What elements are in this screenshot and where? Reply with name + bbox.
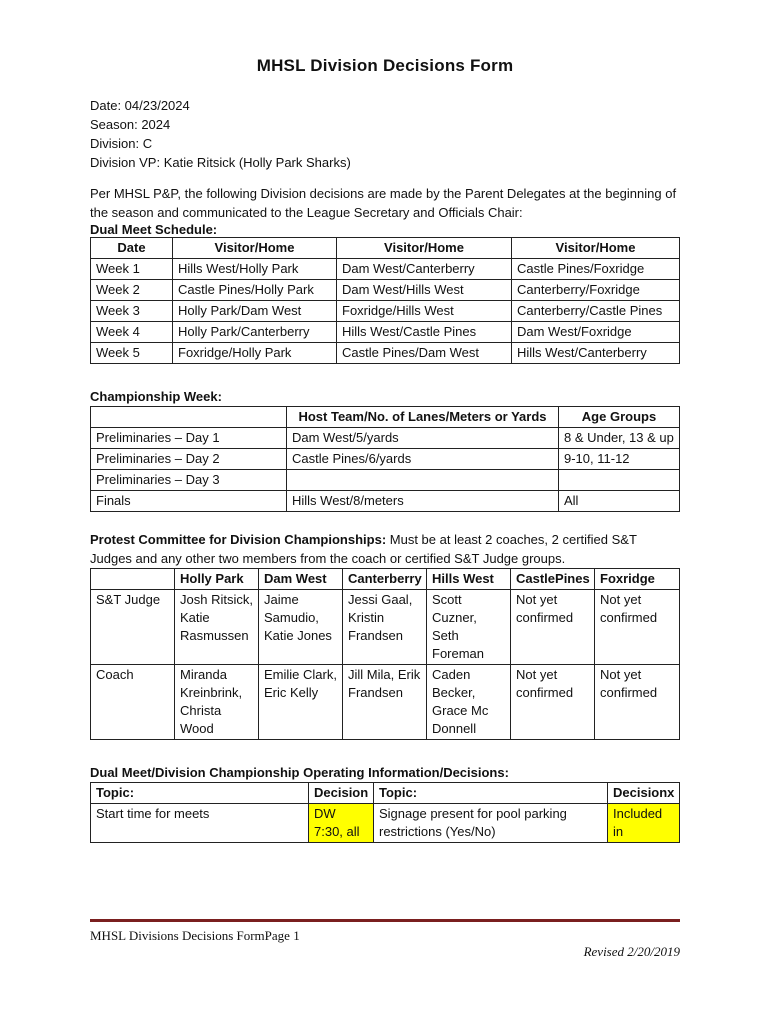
table-cell: Week 2	[91, 280, 173, 301]
table-cell: Hills West/Castle Pines	[337, 322, 512, 343]
table-row	[91, 343, 680, 364]
table-row	[91, 428, 680, 449]
highlighted-decision-cell: Included in	[608, 804, 680, 843]
table-cell: Week 5	[91, 343, 173, 364]
table-cell: Castle Pines/Foxridge	[512, 259, 680, 280]
table-cell: S&T Judge	[91, 590, 175, 665]
table-cell: Week 1	[91, 259, 173, 280]
meta-season: Season: 2024	[90, 117, 171, 132]
table-cell	[559, 470, 680, 491]
header-cell: Visitor/Home	[173, 238, 337, 259]
table-row	[91, 590, 680, 665]
protest-heading: Protest Committee for Division Championships:	[90, 532, 387, 547]
table-cell: Canterberry/Castle Pines	[512, 301, 680, 322]
table-row	[91, 280, 680, 301]
protest-text: Must be at least 2 coaches, 2 certified S&T Judges and any other two members from the coach or certified S&T Judge groups.	[90, 532, 637, 566]
protest-paragraph	[90, 530, 680, 568]
table-cell: Holly Park/Canterberry	[173, 322, 337, 343]
highlighted-decision-cell: DW 7:30, all	[309, 804, 374, 843]
table-cell: Not yet confirmed	[595, 590, 680, 665]
table-cell: Jill Mila, Erik Frandsen	[343, 665, 427, 740]
table-header-row	[91, 407, 680, 428]
operating-table	[90, 782, 680, 843]
table-cell: Week 4	[91, 322, 173, 343]
table-cell: Hills West/Holly Park	[173, 259, 337, 280]
table-cell: Week 3	[91, 301, 173, 322]
form-page	[90, 56, 680, 843]
header-cell: Topic:	[374, 783, 608, 804]
table-cell: Not yet confirmed	[511, 590, 595, 665]
header-cell: Topic:	[91, 783, 309, 804]
table-cell: Hills West/8/meters	[287, 491, 559, 512]
meta-division: Division: C	[90, 136, 153, 151]
operating-heading: Dual Meet/Division Championship Operating Information/Decisions:	[90, 765, 509, 780]
table-cell: Scott Cuzner, Seth Foreman	[427, 590, 511, 665]
header-cell: Hills West	[427, 569, 511, 590]
table-cell: Preliminaries – Day 3	[91, 470, 287, 491]
table-row	[91, 491, 680, 512]
table-cell: Castle Pines/Dam West	[337, 343, 512, 364]
table-row	[91, 301, 680, 322]
header-cell: Host Team/No. of Lanes/Meters or Yards	[287, 407, 559, 428]
table-cell: Emilie Clark, Eric Kelly	[259, 665, 343, 740]
table-cell: Foxridge/Hills West	[337, 301, 512, 322]
table-cell: Not yet confirmed	[511, 665, 595, 740]
header-cell: CastlePines	[511, 569, 595, 590]
championship-heading: Championship Week:	[90, 389, 222, 404]
table-cell: Preliminaries – Day 1	[91, 428, 287, 449]
table-cell: Hills West/Canterberry	[512, 343, 680, 364]
table-cell: Dam West/Hills West	[337, 280, 512, 301]
table-cell: Jaime Samudio, Katie Jones	[259, 590, 343, 665]
table-cell: Dam West/Foxridge	[512, 322, 680, 343]
header-cell	[91, 407, 287, 428]
table-cell: Dam West/Canterberry	[337, 259, 512, 280]
meta-date: Date: 04/23/2024	[90, 98, 190, 113]
footer-revised-date: Revised 2/20/2019	[583, 944, 680, 959]
footer-page-label: MHSL Divisions Decisions FormPage 1	[90, 928, 300, 943]
header-cell: Decisionx	[608, 783, 680, 804]
table-cell: Caden Becker, Grace Mc Donnell	[427, 665, 511, 740]
dual-meet-heading: Dual Meet Schedule:	[90, 222, 218, 237]
header-cell: Foxridge	[595, 569, 680, 590]
table-cell: Castle Pines/6/yards	[287, 449, 559, 470]
table-cell: Start time for meets	[91, 804, 309, 843]
table-cell: All	[559, 491, 680, 512]
intro-paragraph: Per MHSL P&P, the following Division decisions are made by the Parent Delegates at the beginning of the season and communicated to the League Secretary and Officials Chair:	[90, 186, 677, 220]
header-cell: Canterberry	[343, 569, 427, 590]
table-cell: Dam West/5/yards	[287, 428, 559, 449]
table-cell: Josh Ritsick, Katie Rasmussen	[175, 590, 259, 665]
header-cell: Visitor/Home	[337, 238, 512, 259]
table-cell: Canterberry/Foxridge	[512, 280, 680, 301]
dual-meet-table	[90, 237, 680, 364]
championship-table	[90, 406, 680, 512]
page-title: MHSL Division Decisions Form	[256, 56, 514, 75]
table-row	[91, 259, 680, 280]
table-cell: 8 & Under, 13 & up	[559, 428, 680, 449]
table-row	[91, 665, 680, 740]
table-cell: Holly Park/Dam West	[173, 301, 337, 322]
table-header-row	[91, 238, 680, 259]
protest-table	[90, 568, 680, 740]
table-cell: Finals	[91, 491, 287, 512]
table-header-row	[91, 569, 680, 590]
header-cell: Holly Park	[175, 569, 259, 590]
footer-divider	[90, 919, 680, 922]
table-cell: Preliminaries – Day 2	[91, 449, 287, 470]
table-cell	[287, 470, 559, 491]
table-row	[91, 322, 680, 343]
table-cell: 9-10, 11-12	[559, 449, 680, 470]
table-row	[91, 449, 680, 470]
table-cell: Castle Pines/Holly Park	[173, 280, 337, 301]
table-cell: Jessi Gaal, Kristin Frandsen	[343, 590, 427, 665]
meta-vp: Division VP: Katie Ritsick (Holly Park Sharks)	[90, 155, 351, 170]
table-header-row	[91, 783, 680, 804]
table-cell: Not yet confirmed	[595, 665, 680, 740]
table-cell: Miranda Kreinbrink, Christa Wood	[175, 665, 259, 740]
header-cell: Visitor/Home	[512, 238, 680, 259]
header-cell	[91, 569, 175, 590]
table-cell: Foxridge/Holly Park	[173, 343, 337, 364]
table-row	[91, 470, 680, 491]
header-cell: Decision	[309, 783, 374, 804]
header-cell: Dam West	[259, 569, 343, 590]
meta-block	[90, 96, 680, 172]
table-cell: Coach	[91, 665, 175, 740]
header-cell: Age Groups	[559, 407, 680, 428]
header-cell: Date	[91, 238, 173, 259]
table-row	[91, 804, 680, 843]
table-cell: Signage present for pool parking restrictions (Yes/No)	[374, 804, 608, 843]
